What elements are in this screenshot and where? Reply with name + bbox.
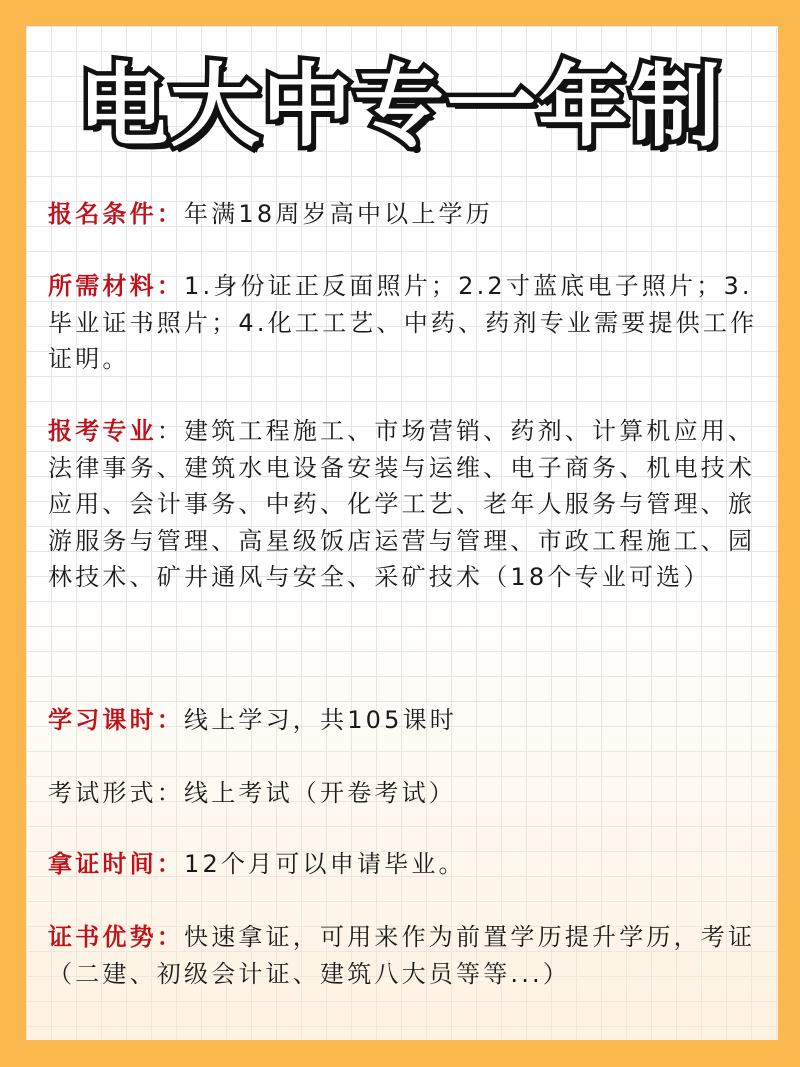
- exam-text: 线上考试（开卷考试）: [184, 779, 456, 807]
- advantages-label: 证书优势：: [48, 923, 184, 951]
- hours-text: 线上学习，共105课时: [184, 706, 458, 734]
- section-advantages: [48, 919, 763, 992]
- advantages-text: 快速拿证，可用来作为前置学历提升学历，考证（二建、初级会计证、建筑八大员等等...）: [48, 923, 756, 988]
- majors-label: 报考专业: [48, 417, 157, 445]
- section-conditions: [48, 196, 763, 233]
- materials-label: 所需材料：: [48, 272, 184, 300]
- conditions-text: 年满18周岁高中以上学历: [184, 200, 493, 228]
- cert-time-text: 12个月可以申请毕业。: [184, 850, 466, 878]
- majors-text: 建筑工程施工、市场营销、药剂、计算机应用、法律事务、建筑水电设备安装与运维、电子商务、机电技术应用、会计事务、中药、化学工艺、老年人服务与管理、旅游服务与管理、高星级饭店运营与管理、市政工程施工、园林技术、矿井通风与安全、采矿技术（18个专业可选）: [48, 417, 756, 591]
- section-cert-time: [48, 846, 763, 883]
- page-title: 电大中专一年制: [78, 54, 722, 159]
- hours-label: 学习课时：: [48, 706, 184, 734]
- section-materials: [48, 268, 763, 378]
- cert-time-label: 拿证时间：: [48, 850, 184, 878]
- section-exam: [48, 775, 763, 812]
- section-majors: [48, 413, 763, 596]
- exam-label: 考试形式：: [48, 779, 184, 807]
- conditions-label: 报名条件：: [48, 200, 184, 228]
- section-hours: [48, 702, 763, 739]
- materials-text: 1.身份证正反面照片；2.2寸蓝底电子照片；3.毕业证书照片；4.化工工艺、中药、药剂专业需要提供工作证明。: [48, 272, 758, 373]
- majors-label-colon: ：: [156, 417, 185, 445]
